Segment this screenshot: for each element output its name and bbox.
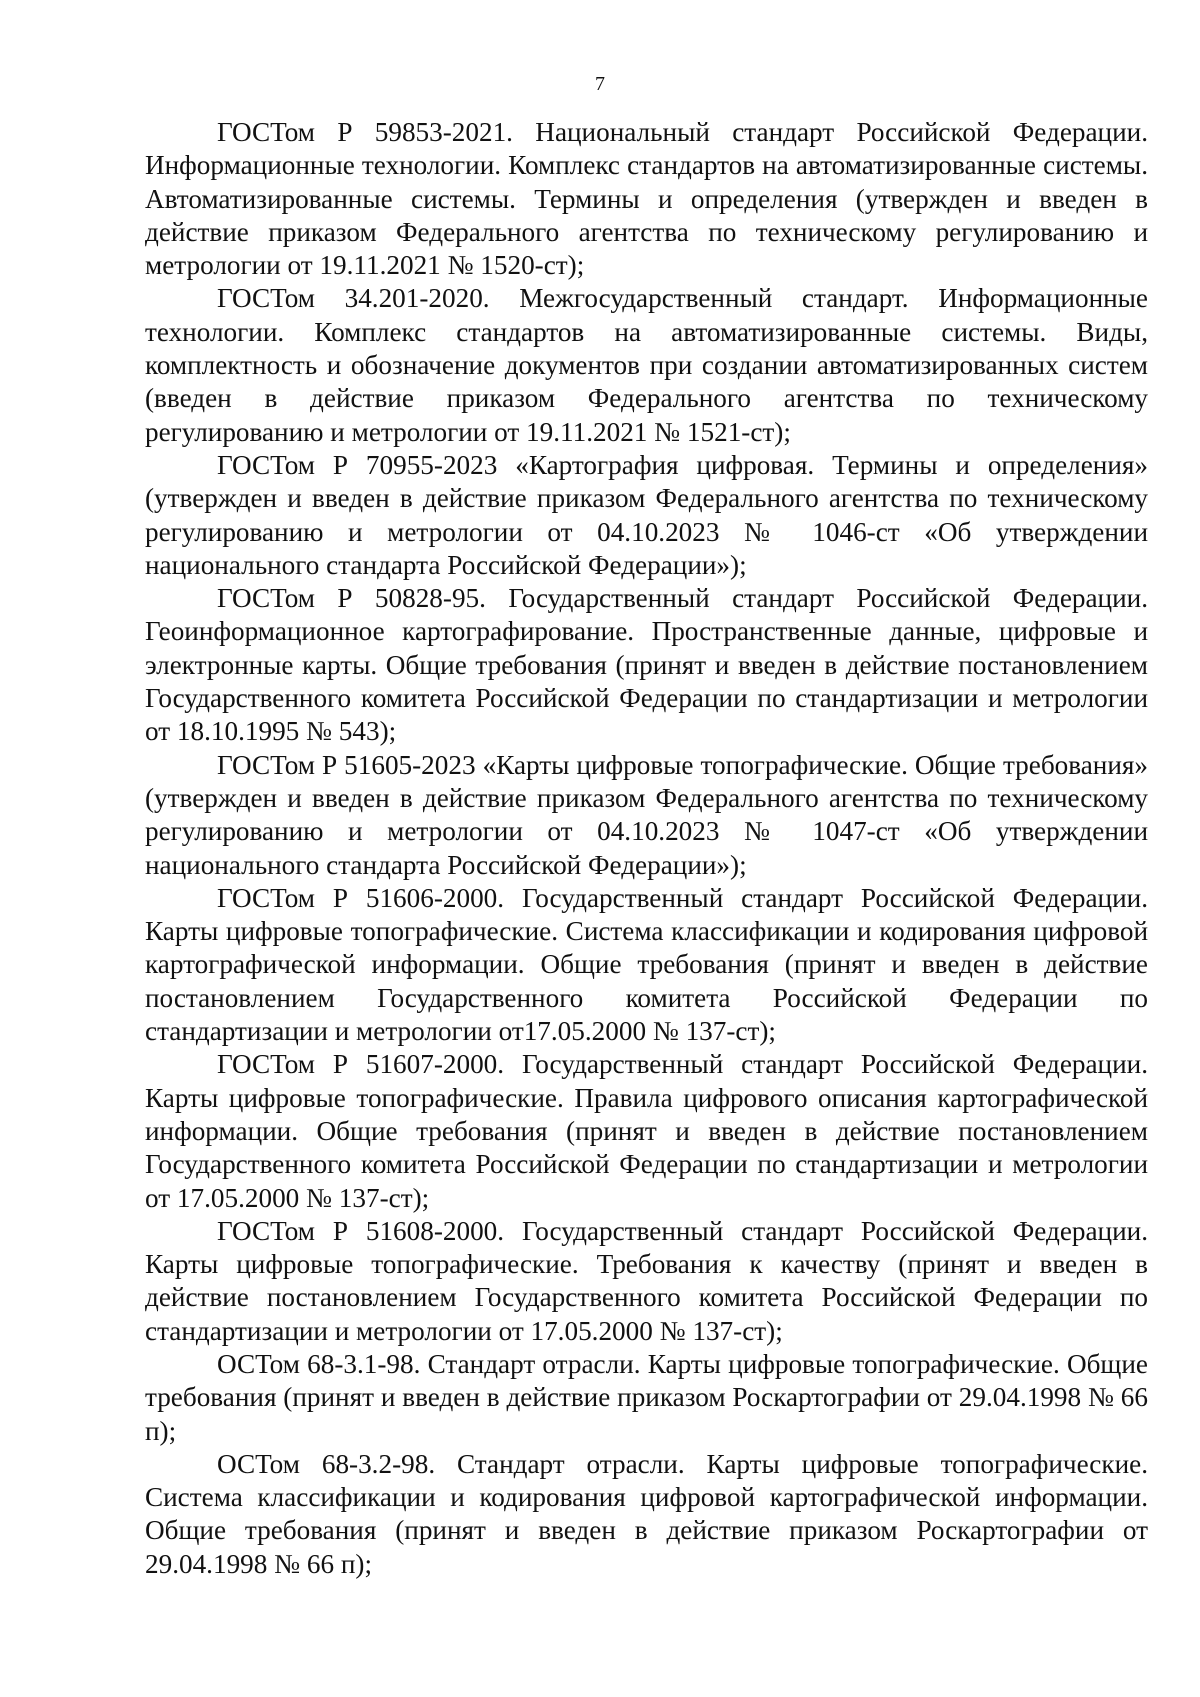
- standard-paragraph: ГОСТом Р 70955-2023 «Картография цифровая. Термины и определения» (утвержден и введен в действие приказом Федерального агентства по техническому регулированию и метрологии от 04.10.2023 № 1046-ст «Об утверждении национального стандарта Российской Федерации»);: [145, 449, 1148, 580]
- standard-paragraph: ГОСТом Р 51605-2023 «Карты цифровые топографические. Общие требования» (утвержден и введен в действие приказом Федерального агентства по техническому регулированию и метрологии от 04.10.2023 № 1047-ст «Об утверждении национального стандарта Российской Федерации»);: [145, 749, 1148, 880]
- standard-paragraph: ОСТом 68-3.1-98. Стандарт отрасли. Карты цифровые топографические. Общие требования (принят и введен в действие приказом Роскартографии от 29.04.1998 № 66 п);: [145, 1348, 1148, 1446]
- standard-paragraph: ГОСТом Р 51606-2000. Государственный стандарт Российской Федерации. Карты цифровые топографические. Система классификации и кодирования цифровой картографической информации. Общие требования (принят и введен в действие постановлением Государственного комитета Российской Федерации по стандартизации и метрологии от17.05.2000 № 137-ст);: [145, 882, 1148, 1047]
- standard-paragraph: ГОСТом Р 59853-2021. Национальный стандарт Российской Федерации. Информационные технологии. Комплекс стандартов на автоматизированные системы. Автоматизированные системы. Термины и определения (утвержден и введен в действие приказом Федерального агентства по техническому регулированию и метрологии от 19.11.2021 № 1520-ст);: [145, 117, 1148, 281]
- standard-paragraph: ГОСТом Р 50828-95. Государственный стандарт Российской Федерации. Геоинформационное картографирование. Пространственные данные, цифровые и электронные карты. Общие требования (принят и введен в действие постановлением Государственного комитета Российской Федерации по стандартизации и метрологии от 18.10.1995 № 543);: [145, 583, 1148, 747]
- standard-paragraph: ГОСТом Р 51607-2000. Государственный стандарт Российской Федерации. Карты цифровые топографические. Правила цифрового описания картографической информации. Общие требования (принят и введен в действие постановлением Государственного комитета Российской Федерации по стандартизации и метрологии от 17.05.2000 № 137-ст);: [145, 1049, 1148, 1213]
- standards-list: [145, 116, 1148, 1581]
- page-number: 7: [595, 73, 605, 95]
- standard-paragraph: ГОСТом 34.201-2020. Межгосударственный стандарт. Информационные технологии. Комплекс стандартов на автоматизированные системы. Виды, комплектность и обозначение документов при создании автоматизированных систем (введен в действие приказом Федерального агентства по техническому регулированию и метрологии от 19.11.2021 № 1521-ст);: [145, 283, 1148, 447]
- standard-paragraph: ОСТом 68-3.2-98. Стандарт отрасли. Карты цифровые топографические. Система классификации и кодирования цифровой картографической информации. Общие требования (принят и введен в действие приказом Роскартографии от 29.04.1998 № 66 п);: [145, 1448, 1148, 1579]
- standard-paragraph: ГОСТом Р 51608-2000. Государственный стандарт Российской Федерации. Карты цифровые топографические. Требования к качеству (принят и введен в действие постановлением Государственного комитета Российской Федерации по стандартизации и метрологии от 17.05.2000 № 137-ст);: [145, 1215, 1148, 1346]
